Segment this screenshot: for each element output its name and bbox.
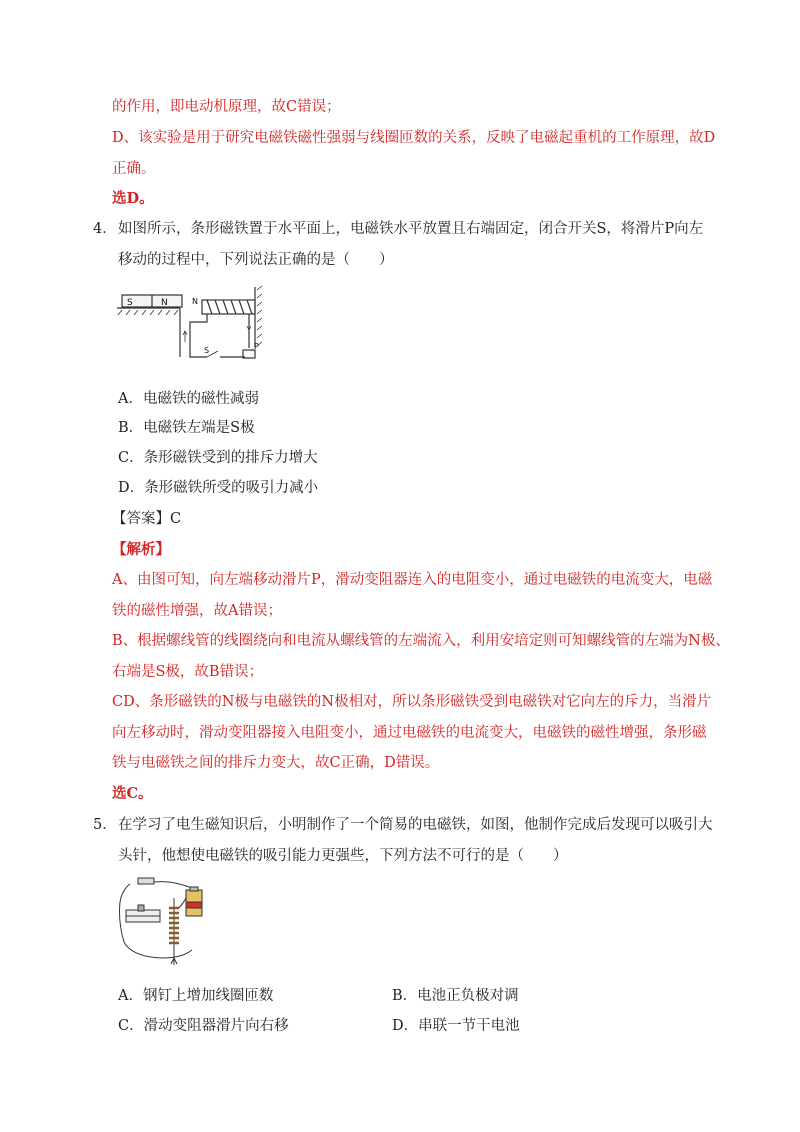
electromagnet-circuit-figure [112, 282, 272, 367]
question-number: 4． [93, 221, 117, 237]
answer-label: 【答案】C [112, 511, 182, 527]
solenoid-n-label: N [192, 297, 198, 306]
option-c: C．滑动变阻器滑片向右移 [118, 1018, 289, 1034]
analysis-line: CD、条形磁铁的N极与电磁铁的N极相对，所以条形磁铁受到电磁铁对它向左的斥力，当滑片 [112, 694, 712, 710]
analysis-line: 右端是S极，故B错误； [112, 664, 264, 680]
option-b: B．电池正负极对调 [392, 988, 519, 1004]
analysis-line: 铁与电磁铁之间的排斥力变大，故C正确，D错误。 [112, 755, 440, 771]
question-stem: 在学习了电生磁知识后，小明制作了一个简易的电磁铁，如图，他制作完成后发现可以吸引大 [118, 817, 713, 833]
option-b: B．电磁铁左端是S极 [118, 420, 255, 436]
slider-p-label: P [254, 342, 259, 351]
prev-solution-line: 正确。 [112, 161, 156, 177]
analysis-line: A、由图可知，向左端移动滑片P，滑动变阻器连入的电阻变小，通过电磁铁的电流变大，电磁 [112, 572, 713, 588]
prev-solution-line: D、该实验是用于研究电磁铁磁性强弱与线圈匝数的关系，反映了电磁起重机的工作原理，故D [112, 130, 716, 146]
analysis-title: 【解析】 [112, 541, 170, 558]
option-a: A．电磁铁的磁性减弱 [118, 391, 259, 407]
question-stem: 移动的过程中，下列说法正确的是（ ） [118, 252, 394, 268]
analysis-select: 选C。 [112, 785, 153, 802]
question-stem: 头针，他想使电磁铁的吸引能力更强些，下列方法不可行的是（ ） [118, 848, 568, 864]
option-d: D．串联一节干电池 [392, 1018, 520, 1034]
analysis-line: 铁的磁性增强，故A错误； [112, 603, 282, 619]
analysis-line: 向左移动时，滑动变阻器接入电阻变小，通过电磁铁的电流变大，电磁铁的磁性增强，条形磁 [112, 725, 707, 741]
option-a: A．钢钉上增加线圈匝数 [118, 988, 274, 1004]
magnet-n-label: N [161, 298, 168, 308]
magnet-s-label: S [127, 298, 133, 308]
option-d: D．条形磁铁所受的吸引力减小 [118, 480, 319, 496]
question-stem: 如图所示，条形磁铁置于水平面上，电磁铁水平放置且右端固定，闭合开关S，将滑片P向左 [118, 221, 704, 237]
option-c: C．条形磁铁受到的排斥力增大 [118, 450, 318, 466]
prev-solution-line: 的作用，即电动机原理，故C错误； [112, 99, 341, 115]
switch-label: S [204, 346, 210, 355]
prev-solution-select: 选D。 [112, 190, 154, 207]
simple-electromagnet-figure [112, 872, 212, 968]
analysis-line: B、根据螺线管的线圈绕向和电流从螺线管的左端流入，利用安培定则可知螺线管的左端为N极、 [112, 633, 730, 649]
question-number: 5． [93, 817, 117, 833]
